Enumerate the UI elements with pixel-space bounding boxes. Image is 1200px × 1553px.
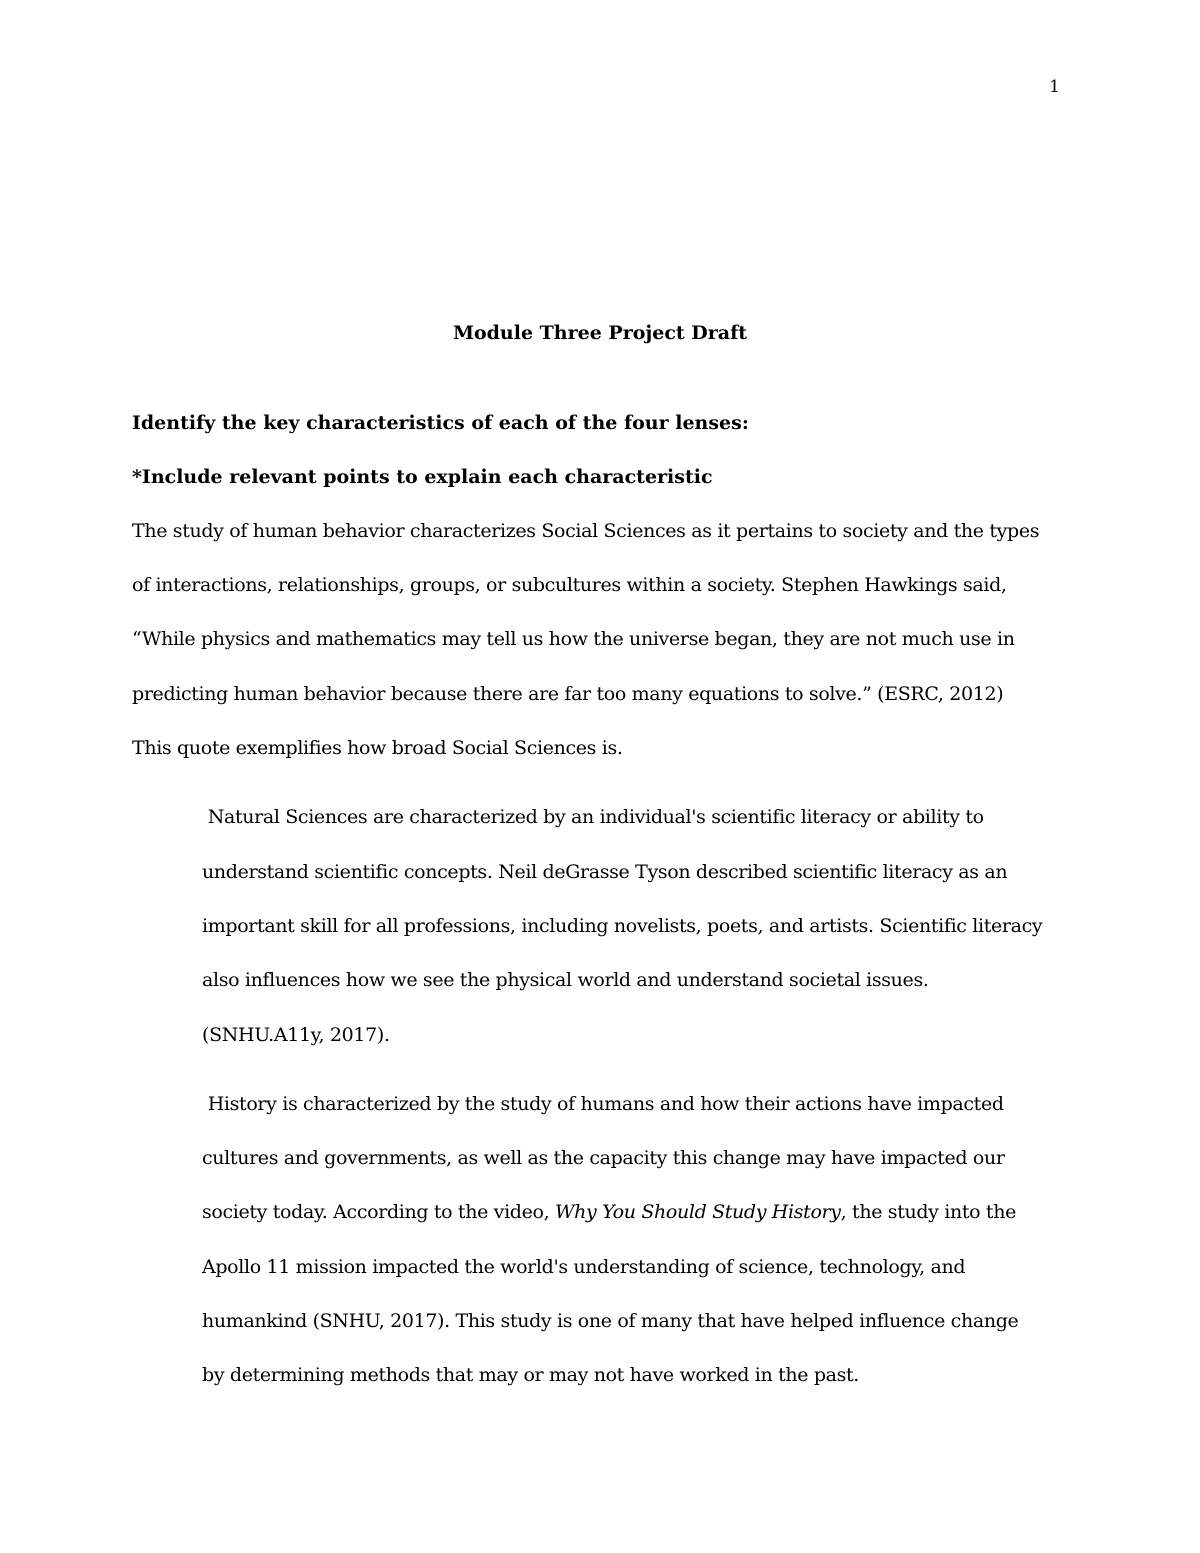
paragraph-line: of interactions, relationships, groups, or subcultures within a society. Stephen Hawkings said, [132,574,1007,596]
paragraph-line [202,1199,1016,1225]
paragraph-line: predicting human behavior because there are far too many equations to solve.” (ESRC, 2012) [132,683,1004,705]
paragraph-line: important skill for all professions, including novelists, poets, and artists. Scientific literacy [202,915,1043,937]
paragraph-line: also influences how we see the physical world and understand societal issues. [202,969,929,991]
paragraph-line: humankind (SNHU, 2017). This study is one of many that have helped influence change [202,1310,1019,1332]
paragraph-line: understand scientific concepts. Neil deGrasse Tyson described scientific literacy as an [202,861,1008,883]
paragraph-line: by determining methods that may or may not have worked in the past. [202,1364,859,1386]
text-segment: society today. According to the video, [202,1201,555,1223]
paragraph-line: Natural Sciences are characterized by an individual's scientific literacy or ability to [202,806,984,828]
paragraph-line: (SNHU.A11y, 2017). [202,1024,390,1046]
paragraph-line: The study of human behavior characterizes Social Sciences as it pertains to society and the types [132,520,1040,542]
section-subheading: *Include relevant points to explain each characteristic [132,466,713,488]
paragraph-line: This quote exemplifies how broad Social Sciences is. [132,737,623,759]
text-segment: , the study into the [840,1201,1016,1223]
section-heading: Identify the key characteristics of each of the four lenses: [132,412,749,434]
document-title: Module Three Project Draft [452,322,748,344]
paragraph-line: cultures and governments, as well as the capacity this change may have impacted our [202,1147,1005,1169]
page-number: 1 [1049,77,1060,97]
paragraph-line: History is characterized by the study of humans and how their actions have impacted [202,1093,1004,1115]
video-title: Why You Should Study History [554,1201,841,1223]
paragraph-line: Apollo 11 mission impacted the world's understanding of science, technology, and [202,1256,966,1278]
paragraph-line: “While physics and mathematics may tell us how the universe began, they are not much use in [132,628,1015,650]
